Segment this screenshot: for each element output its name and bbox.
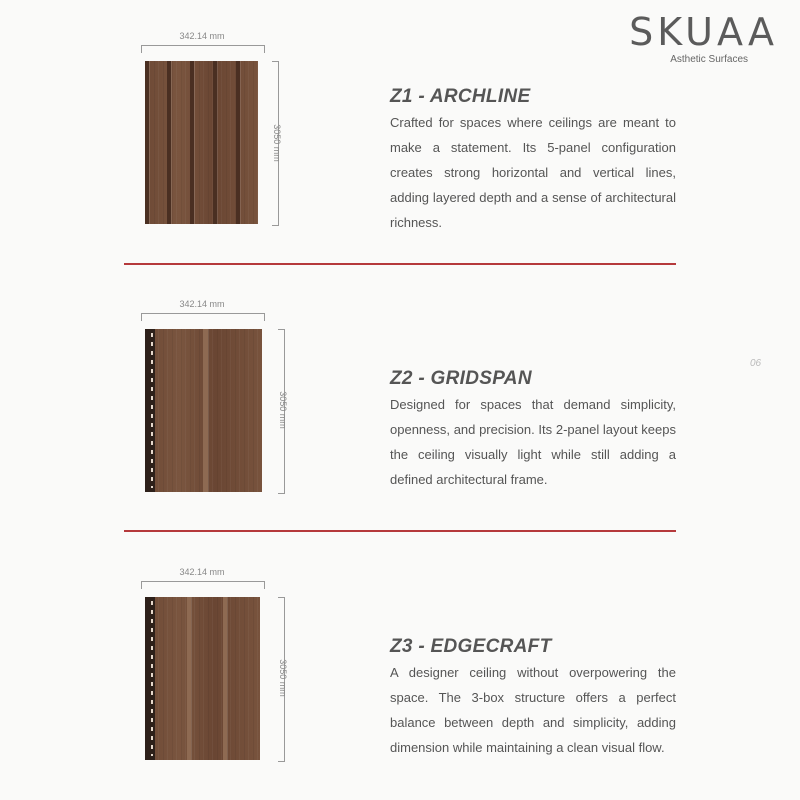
product-title: Z1 - ARCHLINE	[390, 86, 531, 107]
width-dimension-line	[141, 581, 265, 589]
panel-image-gridspan	[145, 329, 262, 492]
product-title: Z3 - EDGECRAFT	[390, 636, 552, 657]
product-description: A designer ceiling without overpowering the space. The 3-box structure offers a perfect balance between depth and simplicity, adding dimension while maintaining a clean visual flow.	[390, 665, 676, 755]
height-dimension-label: 3050 mm	[271, 124, 282, 162]
width-dimension-label: 342.14 mm	[179, 567, 225, 577]
width-dimension-line	[141, 313, 265, 321]
width-dimension-label: 342.14 mm	[179, 299, 225, 309]
product-description: Designed for spaces that demand simplicity, openness, and precision. Its 2-panel layout keeps the ceiling visually light while still adding a defined architectural frame.	[390, 397, 676, 487]
height-dimension-label: 3050 mm	[277, 659, 288, 697]
product-description: Crafted for spaces where ceilings are meant to make a statement. Its 5-panel configuration creates strong horizontal and vertical lines, adding layered depth and a sense of architectural richness.	[390, 115, 676, 230]
brand-tagline: Asthetic Surfaces	[670, 54, 748, 65]
panel-image-edgecraft	[145, 597, 260, 760]
height-dimension-label: 3050 mm	[277, 391, 288, 429]
brand-name: SKUAA	[629, 10, 778, 54]
page-number: 06	[750, 358, 762, 369]
section-divider	[124, 530, 676, 532]
product-title: Z2 - GRIDSPAN	[390, 368, 532, 389]
width-dimension-label: 342.14 mm	[179, 31, 225, 41]
